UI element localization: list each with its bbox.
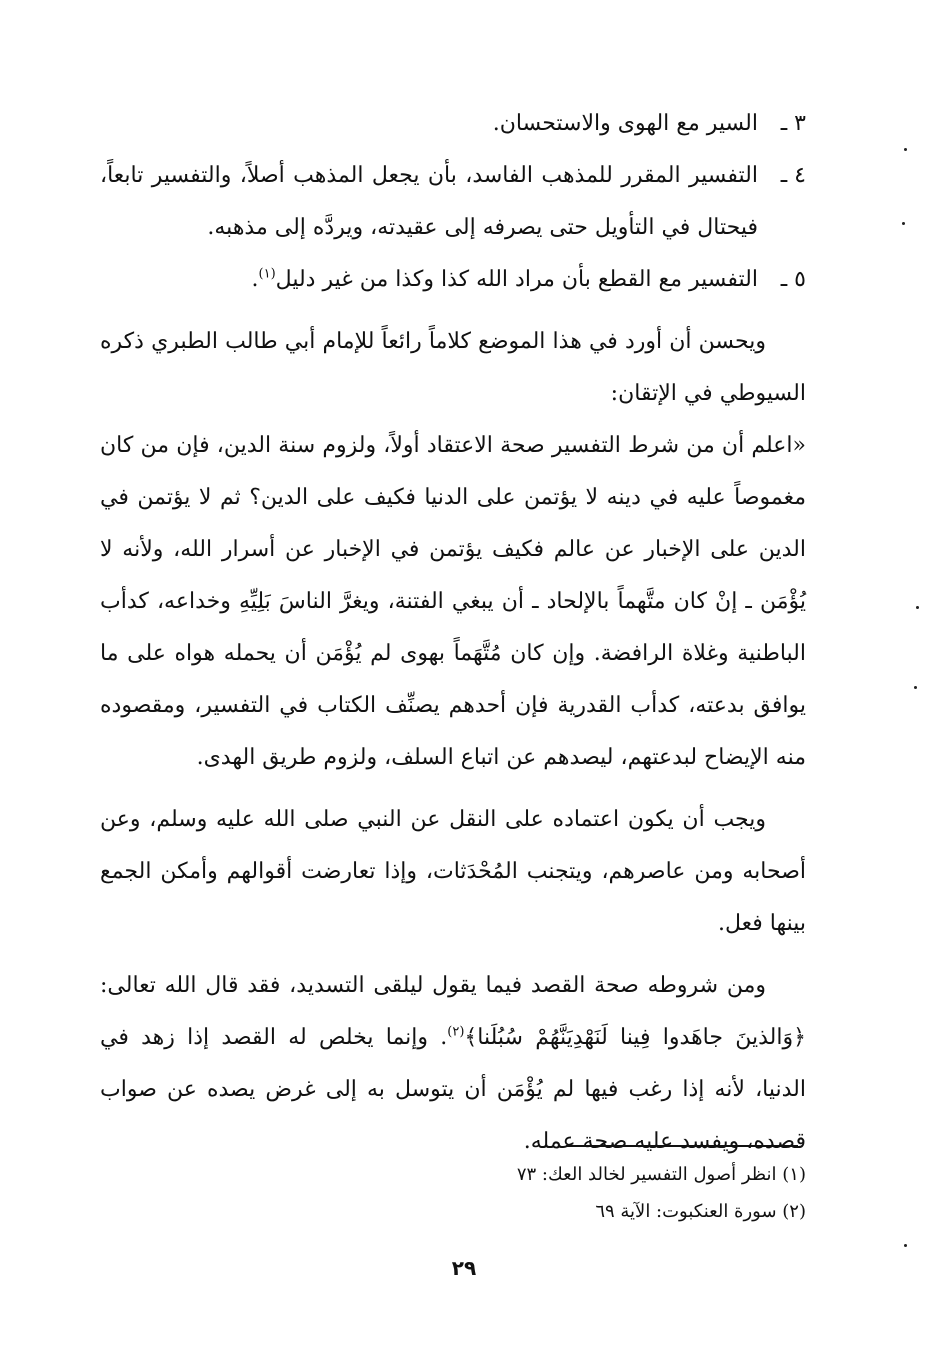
paragraph bbox=[100, 960, 806, 1168]
footnote: (٢) سورة العنكبوت: الآية ٦٩ bbox=[595, 1201, 806, 1222]
list-text: التفسير مع القطع بأن مراد الله كذا وكذا من غير دليل bbox=[275, 267, 758, 292]
list-text: التفسير المقرر للمذهب الفاسد، بأن يجعل المذهب أصلاً، والتفسير تابعاً، فيحتال في التأويل حتى يصرفه إلى عقيدته، ويردَّه إلى مذهبه. bbox=[100, 163, 758, 240]
list-item bbox=[100, 98, 806, 150]
footnote-divider bbox=[566, 1145, 798, 1147]
scan-speck bbox=[904, 1244, 907, 1247]
intro-paragraph: ويحسن أن أورد في هذا الموضع كلاماً رائعاً للإمام أبي طالب الطبري ذكره السيوطي في الإتقان: bbox=[100, 329, 806, 406]
list-number: ٣ ـ bbox=[780, 111, 806, 136]
scan-speck bbox=[916, 606, 919, 609]
page-number: ٢٩ bbox=[451, 1256, 477, 1280]
scan-speck bbox=[904, 148, 907, 151]
quote-paragraph: «اعلم أن من شرط التفسير صحة الاعتقاد أولاً، ولزوم سنة الدين، فإن من كان مغموصاً عليه في دينه لا يؤتمن على الدنيا فكيف على الدين؟ ثم لا يؤتمن في الدين على الإخبار عن عالم فكيف يؤتمن في الإخبار عن أسرار الله، ولأنه لا يُؤْمَن ـ إنْ كان متَّهماً بالإلحاد ـ أن يبغي الفتنة، ويغرَّ الناسَ بَلِيِّهِ وخداعه، كدأب الباطنية وغلاة الرافضة. وإن كان مُتَّهَماً بهوى لم يُؤْمَن أن يحمله هواه على ما يوافق بدعته، كدأب القدرية فإن أحدهم يصنِّف الكتاب في التفسير، ومقصوده منه الإيضاح لبدعتهم، ليصدهم عن اتباع السلف، ولزوم طريق الهدى. bbox=[100, 433, 806, 770]
list-number: ٥ ـ bbox=[780, 267, 806, 292]
paragraph: ويجب أن يكون اعتماده على النقل عن النبي صلى الله عليه وسلم، وعن أصحابه ومن عاصرهم، ويتجنب المُحْدَثات، وإذا تعارضت أقوالهم وأمكن الجمع بينها فعل. bbox=[100, 807, 806, 936]
paragraph-text: . وإنما يخلص له القصد إذا زهد في الدنيا، لأنه إذا رغب فيها لم يُؤْمَن أن يتوسل به إلى غرض يصده عن صواب قصده، ويفسد عليه صحة عمله. bbox=[100, 1025, 806, 1154]
list-text: السير مع الهوى والاستحسان. bbox=[492, 111, 758, 136]
scan-speck bbox=[914, 686, 917, 689]
footnote: (١) انظر أصول التفسير لخالد العك: ٧٣ bbox=[516, 1164, 806, 1185]
body-text bbox=[100, 98, 806, 1168]
paragraph-text: ومن شروطه صحة القصد فيما يقول ليلقى التسديد، فقد قال الله تعالى: ﴿وَالذينَ جاهَدوا فِينا لَنَهْدِيَنَّهُمْ سُبُلَنا﴾ bbox=[100, 973, 806, 1050]
footnote-ref: (١) bbox=[258, 266, 276, 282]
list-end: . bbox=[251, 267, 259, 292]
scan-speck bbox=[902, 222, 905, 225]
list-item bbox=[100, 150, 806, 254]
list-item bbox=[100, 254, 806, 306]
list-number: ٤ ـ bbox=[780, 163, 806, 188]
footnotes bbox=[100, 1156, 806, 1230]
footnote-ref: (٢) bbox=[447, 1024, 465, 1040]
